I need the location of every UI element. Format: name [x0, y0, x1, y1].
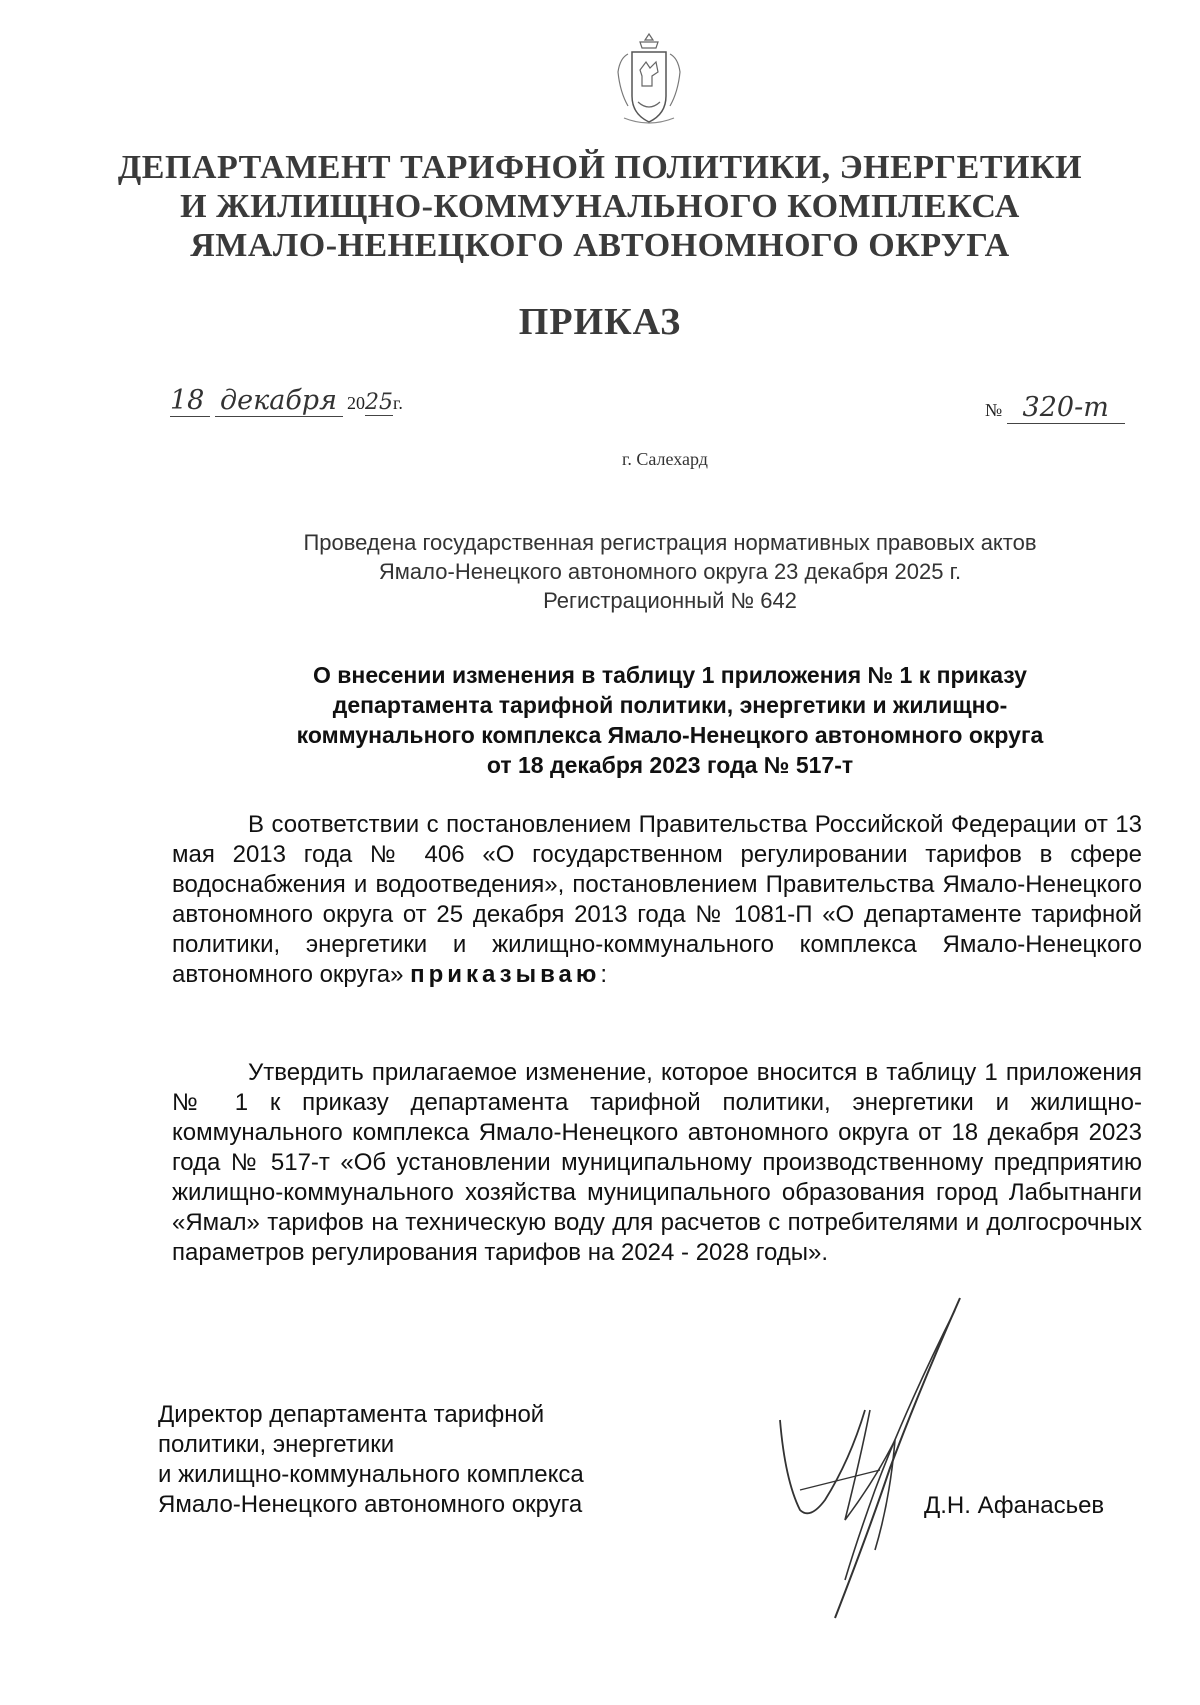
subject-line-1: О внесении изменения в таблицу 1 приложения № 1 к приказу: [313, 662, 1027, 688]
subject-line-4: от 18 декабря 2023 года № 517-т: [486, 752, 854, 778]
preamble-text: В соответствии с постановлением Правительства Российской Федерации от 13 мая 2013 года № 406 «О государственном регулировании тарифов в сфере водоснабжения и водоотведения», постановлением Правительства Ямало-Ненецкого автономного округа от 25 декабря 2013 года № 1081-П «О департаменте тарифной политики, энергетики и жилищно-коммунального комплекса Ямало-Ненецкого автономного округа»: [172, 811, 1142, 988]
document-type-title: ПРИКАЗ: [518, 301, 682, 343]
registration-line-3: Регистрационный № 642: [543, 588, 797, 613]
signatory-line-4: Ямало-Ненецкого автономного округа: [158, 1491, 583, 1518]
signatory-name: Д.Н. Афанасьев: [924, 1492, 1105, 1519]
handwritten-signature: [760, 1290, 990, 1640]
subject-line-2: департамента тарифной политики, энергетики и жилищно-: [332, 692, 1008, 718]
department-line-2: И ЖИЛИЩНО-КОММУНАЛЬНОГО КОМПЛЕКСА: [180, 188, 1020, 225]
subject-line-3: коммунального комплекса Ямало-Ненецкого автономного округа: [296, 722, 1044, 748]
number-value: 320-т: [1022, 392, 1109, 423]
registration-line-2: Ямало-Ненецкого автономного округа 23 декабря 2025 г.: [378, 559, 962, 584]
city-label: г. Салехард: [622, 449, 708, 469]
year-suffix: 25: [365, 390, 393, 415]
number-label: №: [985, 400, 1003, 420]
signatory-line-3: и жилищно-коммунального комплекса: [158, 1461, 584, 1488]
coat-of-arms-emblem: [614, 32, 684, 132]
year-prefix: 20: [347, 393, 365, 413]
order-verb: приказываю: [410, 961, 601, 988]
year-mark: г.: [393, 393, 403, 413]
registration-note: [200, 528, 1140, 615]
preamble-colon: :: [600, 961, 608, 988]
order-number: [985, 392, 1145, 432]
signatory-title: [158, 1400, 718, 1520]
department-line-3: ЯМАЛО-НЕНЕЦКОГО АВТОНОМНОГО ОКРУГА: [190, 227, 1010, 264]
registration-line-1: Проведена государственная регистрация нормативных правовых актов: [303, 530, 1037, 555]
date-month: декабря: [220, 385, 337, 416]
signatory-line-2: политики, энергетики: [158, 1431, 395, 1458]
department-line-1: ДЕПАРТАМЕНТ ТАРИФНОЙ ПОЛИТИКИ, ЭНЕРГЕТИКИ: [117, 149, 1083, 186]
order-subject: [195, 660, 1145, 780]
department-name: [0, 148, 1200, 265]
order-date: [170, 385, 470, 425]
date-day: 18: [170, 385, 205, 416]
resolution-paragraph: Утвердить прилагаемое изменение, которое вносится в таблицу 1 приложения № 1 к приказу департамента тарифной политики, энергетики и жилищно-коммунального комплекса Ямало-Ненецкого автономного округа от 18 декабря 2023 года № 517-т «Об установлении муниципальному производственному предприятию жилищно-коммунального хозяйства муниципального образования город Лабытнанги «Ямал» тарифов на техническую воду для расчетов с потребителями и долгосрочных параметров регулирования тарифов на 2024 - 2028 годы».: [172, 1059, 1142, 1266]
signatory-line-1: Директор департамента тарифной: [158, 1401, 545, 1428]
preamble-paragraph: [172, 810, 1142, 990]
